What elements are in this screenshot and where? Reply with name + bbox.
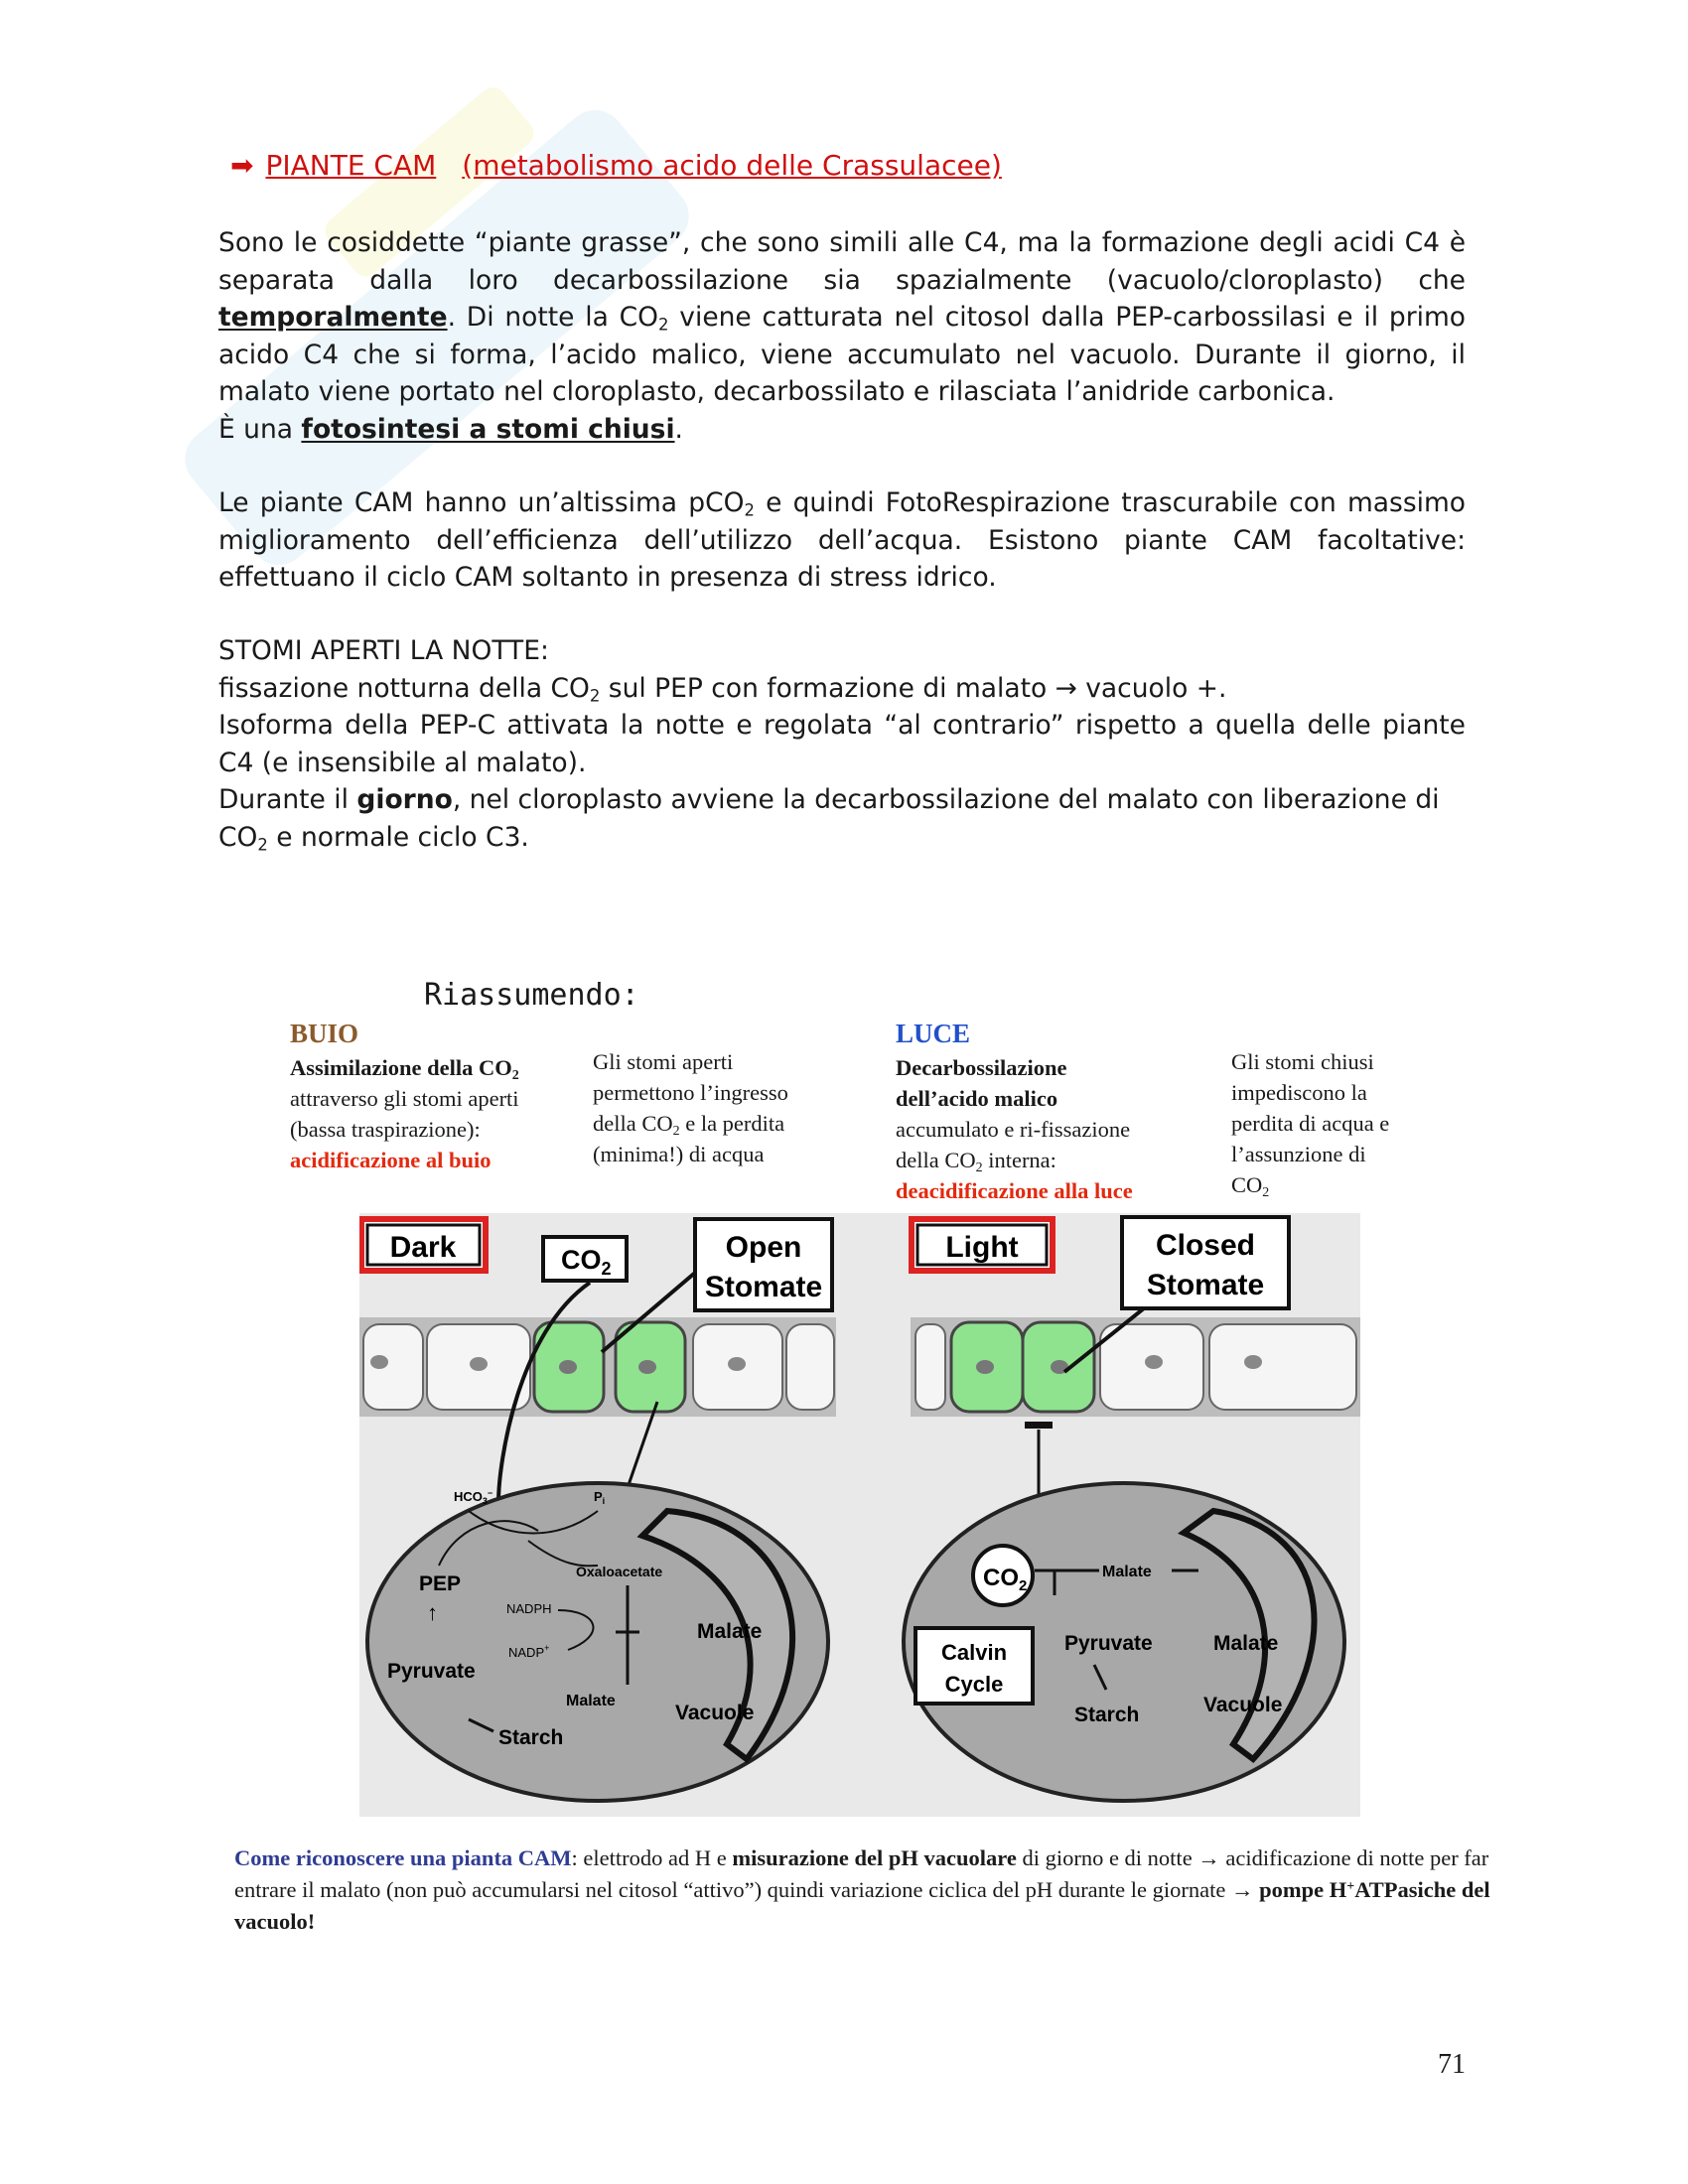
text: e normale ciclo C3. bbox=[267, 821, 529, 853]
cam-diagram bbox=[359, 1213, 1360, 1817]
text: Gli stomi chiusi bbox=[1231, 1049, 1374, 1074]
nadp-sup: + bbox=[544, 1643, 550, 1653]
text: È una bbox=[218, 413, 302, 445]
oxaloacetate-label: Oxaloacetate bbox=[576, 1564, 663, 1579]
buio-note bbox=[593, 1046, 788, 1169]
malate-light-label: Malate bbox=[1213, 1632, 1279, 1655]
text: interna: bbox=[982, 1148, 1056, 1172]
text: l’assunzione di bbox=[1231, 1142, 1366, 1166]
text: della CO bbox=[896, 1148, 976, 1172]
malate-light-small-label: Malate bbox=[1102, 1564, 1152, 1580]
text: della CO bbox=[593, 1111, 673, 1136]
text: fissazione notturna della CO bbox=[218, 672, 590, 704]
subscript: 2 bbox=[257, 835, 268, 855]
text: dell’acido malico bbox=[896, 1086, 1058, 1111]
nadp-label: NADP bbox=[508, 1645, 545, 1660]
co2-box-label: CO bbox=[561, 1245, 602, 1275]
text: (bassa traspirazione): bbox=[290, 1117, 481, 1142]
buio-heading: BUIO bbox=[290, 1019, 359, 1048]
text: Gli stomi aperti bbox=[593, 1049, 734, 1074]
luce-result: deacidificazione alla luce bbox=[896, 1178, 1133, 1203]
closed-label-2: Stomate bbox=[1146, 1269, 1265, 1301]
starch-light-label: Starch bbox=[1074, 1704, 1140, 1726]
malate-small-label: Malate bbox=[566, 1693, 616, 1709]
text: e la perdita bbox=[679, 1111, 785, 1136]
hco3-sub: 3 bbox=[482, 1496, 488, 1506]
luce-column bbox=[896, 1052, 1133, 1206]
text: Assimilazione della CO bbox=[290, 1055, 512, 1080]
pyruvate-light-label: Pyruvate bbox=[1064, 1632, 1153, 1655]
pep-arrow-icon: ↑ bbox=[427, 1600, 438, 1625]
heading-subtitle: (metabolismo acido delle Crassulacee) bbox=[462, 149, 1002, 182]
vacuole-light-label: Vacuole bbox=[1203, 1694, 1283, 1716]
text: Isoforma della PEP-C attivata la notte e regolata “al contrario” rispetto a quella delle piante C4 (e insensibile al malato). bbox=[218, 710, 1466, 778]
calvin-label-2: Cycle bbox=[944, 1672, 1004, 1697]
superscript: + bbox=[1346, 1879, 1355, 1895]
arrow-icon: ➡ bbox=[230, 149, 254, 182]
paragraph-pco2 bbox=[218, 484, 1466, 597]
luce-note bbox=[1231, 1046, 1389, 1200]
subscript: 2 bbox=[975, 1160, 983, 1175]
subscript: 2 bbox=[1262, 1184, 1270, 1200]
open-label-2: Stomate bbox=[704, 1271, 823, 1303]
emphasis-giorno: giorno bbox=[356, 784, 453, 815]
dark-label: Dark bbox=[389, 1231, 457, 1264]
hco3-sup: − bbox=[487, 1488, 493, 1498]
pi-sub: i bbox=[602, 1496, 606, 1506]
buio-column bbox=[290, 1052, 519, 1175]
text: e quindi FotoRespirazione trascurabile con massimo miglioramento dell’efficienza dell’utilizzo dell’acqua. Esistono piante CAM facoltative: effettuano il ciclo CAM soltanto in presenza di stress idrico. bbox=[218, 487, 1467, 593]
malate-label: Malate bbox=[697, 1620, 763, 1643]
text: Le piante CAM hanno un’altissima pCO bbox=[218, 487, 745, 518]
caption-lead: Come riconoscere una pianta CAM bbox=[234, 1845, 572, 1870]
nadph-label: NADPH bbox=[506, 1601, 552, 1616]
text: (minima!) di acqua bbox=[593, 1142, 765, 1166]
page-number: 71 bbox=[1438, 2049, 1466, 2080]
text: accumulato e ri-fissazione bbox=[896, 1117, 1131, 1142]
subscript: 2 bbox=[511, 1067, 519, 1083]
pyruvate-label: Pyruvate bbox=[387, 1660, 476, 1683]
text: pompe H bbox=[1259, 1877, 1347, 1902]
heading-title: PIANTE CAM bbox=[265, 149, 437, 182]
emphasis-temporalmente: temporalmente bbox=[218, 302, 448, 333]
paragraph-intro bbox=[218, 224, 1466, 448]
pep-label: PEP bbox=[419, 1572, 462, 1595]
text: CO bbox=[218, 821, 258, 853]
text: Sono le cosiddette “piante grasse”, che sono simili alle C4, ma la formazione degli acidi C4 è separata dalla loro decarbossilazione sia spazialmente (vacuolo/cloroplasto) che bbox=[218, 227, 1466, 296]
co2-circle-sub: 2 bbox=[1019, 1577, 1028, 1594]
text: attraverso gli stomi aperti bbox=[290, 1086, 519, 1111]
vacuole-label: Vacuole bbox=[675, 1702, 755, 1724]
text: : elettrodo ad H e bbox=[571, 1845, 733, 1870]
calvin-label-1: Calvin bbox=[940, 1640, 1008, 1665]
text: perdita di acqua e bbox=[1231, 1111, 1390, 1136]
closed-label-1: Closed bbox=[1155, 1229, 1256, 1262]
emphasis-fotosintesi: fotosintesi a stomi chiusi bbox=[301, 413, 675, 445]
text: ATPasiche del vacuolo! bbox=[234, 1877, 1490, 1934]
light-label: Light bbox=[945, 1231, 1019, 1264]
pi-label: P bbox=[594, 1489, 603, 1504]
summary-title: Riassumendo: bbox=[424, 978, 639, 1013]
luce-heading: LUCE bbox=[896, 1019, 971, 1048]
subscript: 2 bbox=[744, 500, 755, 520]
subscript: 2 bbox=[658, 315, 669, 335]
co2-box-sub: 2 bbox=[601, 1259, 612, 1279]
section-heading bbox=[230, 149, 1002, 182]
text: . bbox=[674, 413, 683, 445]
starch-label: Starch bbox=[498, 1726, 564, 1749]
buio-result: acidificazione al buio bbox=[290, 1148, 492, 1172]
text: Decarbossilazione bbox=[896, 1055, 1067, 1080]
text: viene catturata nel citosol dalla PEP-carbossilasi e il primo acido C4 che si forma, l’acido malico, viene accumulato nel vacuolo. Durante il giorno, il malato viene portato nel cloroplasto, decarbossilato e rilasciata l’anidride carbonica. bbox=[218, 302, 1466, 407]
co2-circle-label: CO bbox=[983, 1565, 1019, 1591]
stomi-heading: STOMI APERTI LA NOTTE: bbox=[218, 635, 549, 666]
paragraph-stomi bbox=[218, 632, 1466, 856]
text: sul PEP con formazione di malato → vacuolo +. bbox=[600, 672, 1227, 704]
text: impediscono la bbox=[1231, 1080, 1367, 1105]
hco3-label: HCO bbox=[454, 1489, 483, 1504]
subscript: 2 bbox=[672, 1123, 680, 1139]
subscript: 2 bbox=[589, 686, 601, 706]
text: CO bbox=[1231, 1172, 1263, 1197]
caption-emphasis: misurazione del pH vacuolare bbox=[732, 1845, 1017, 1870]
text: . Di notte la CO bbox=[447, 302, 659, 333]
text: di giorno e di notte → acidificazione di notte per far entrare il malato (non può accumularsi nel citosol “attivo”) quindi variazione ciclica del pH durante le giornate → bbox=[234, 1845, 1489, 1902]
open-label-1: Open bbox=[725, 1231, 802, 1264]
text: , nel cloroplasto avviene la decarbossilazione del malato con liberazione di bbox=[452, 784, 1440, 815]
caption bbox=[234, 1843, 1495, 1938]
text: permettono l’ingresso bbox=[593, 1080, 788, 1105]
svg-text:HCO3− bbox=[454, 1488, 492, 1506]
svg-text:NADP+ bbox=[508, 1643, 549, 1660]
text: Durante il bbox=[218, 784, 357, 815]
